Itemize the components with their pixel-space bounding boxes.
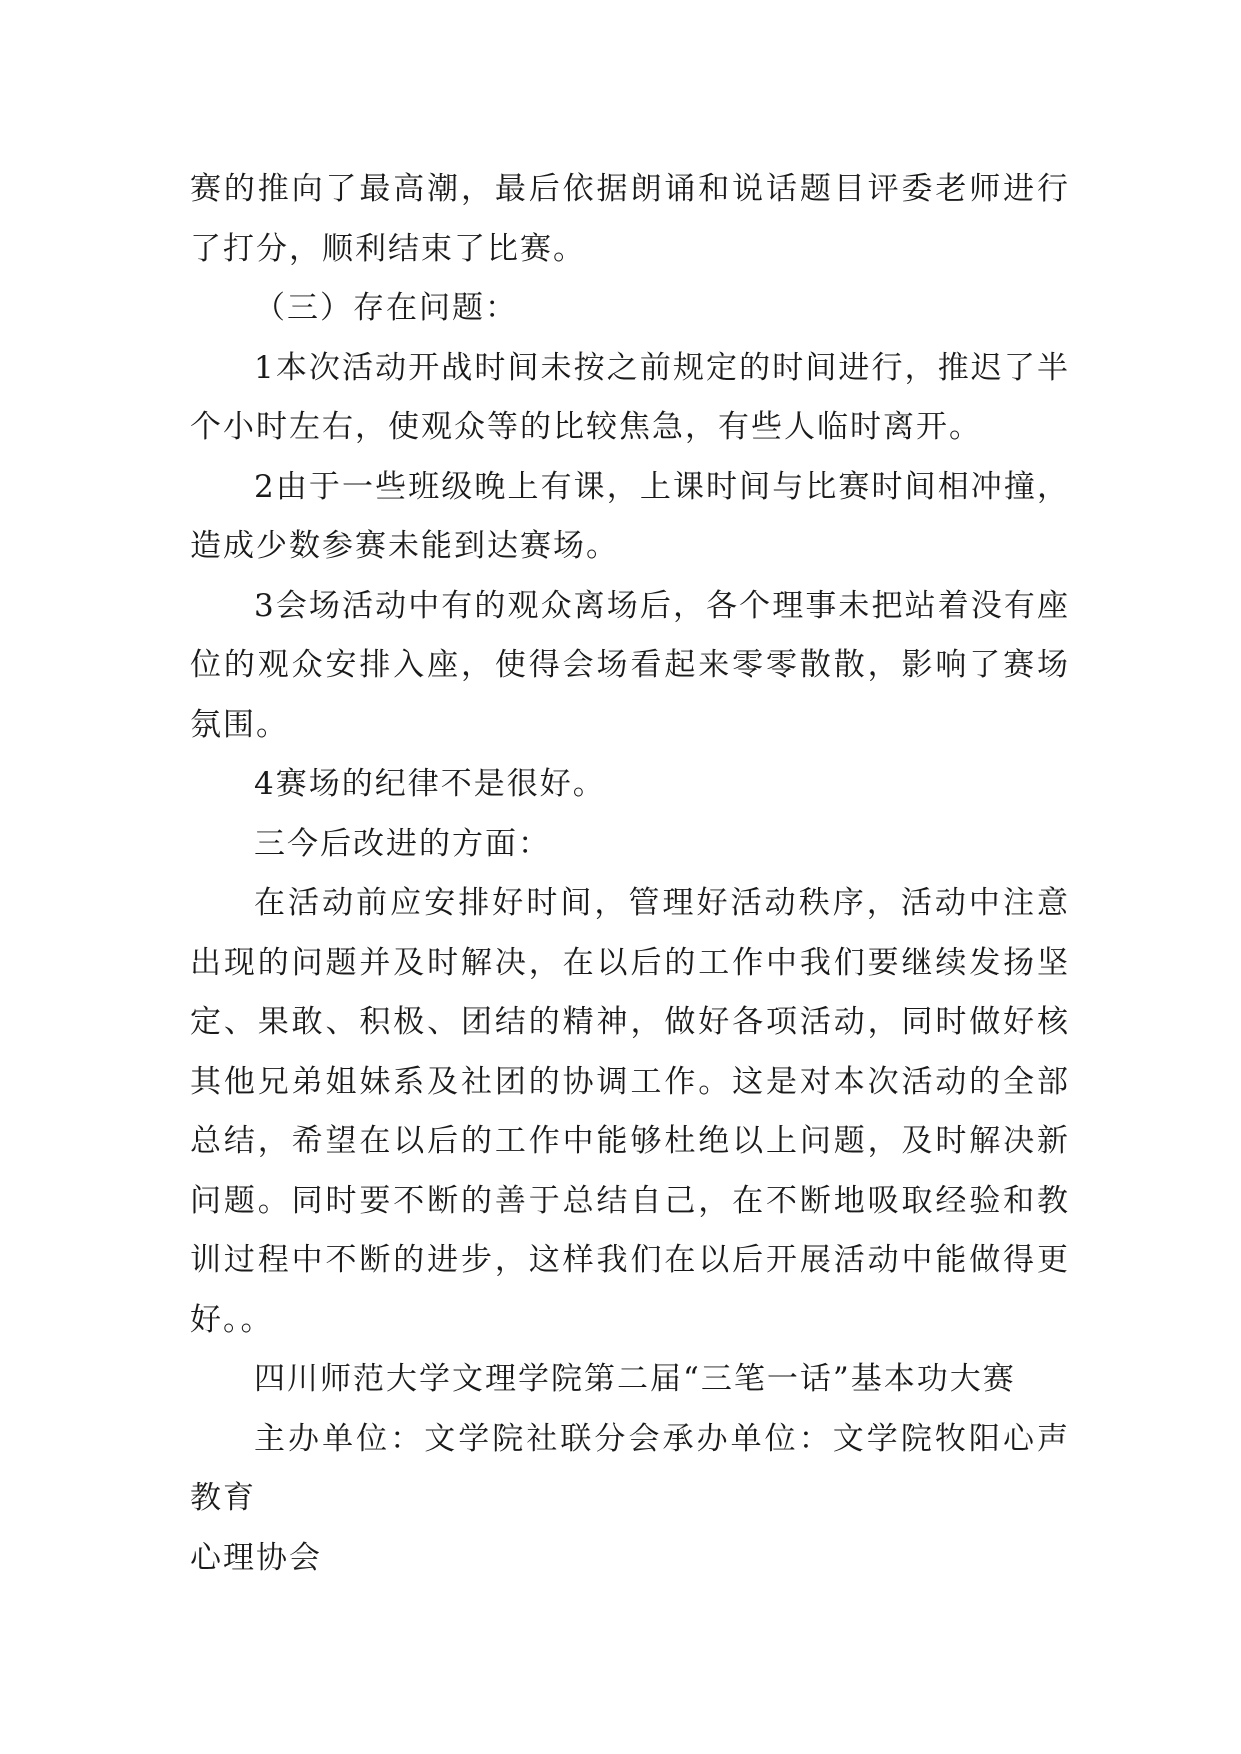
organizers-continuation: 心理协会 <box>190 1539 322 1576</box>
document-body <box>190 160 1070 1588</box>
problem-item-3: 3会场活动中有的观众离场后，各个理事未把站着没有座位的观众安排入座，使得会场看起来零零散散，影响了赛场氛围。 <box>190 587 1070 743</box>
paragraph-continuation: 赛的推向了最高潮，最后依据朗诵和说话题目评委老师进行了打分，顺利结束了比赛。 <box>190 171 1070 267</box>
problem-item-4: 4赛场的纪律不是很好。 <box>254 766 606 802</box>
event-title: 四川师范大学文理学院第二届“三笔一话”基本功大赛 <box>254 1361 1016 1397</box>
section-heading-improvements: 三今后改进的方面： <box>254 825 551 862</box>
section-heading-problems: （三）存在问题： <box>254 290 518 326</box>
problem-item-2: 2由于一些班级晚上有课，上课时间与比赛时间相冲撞，造成少数参赛未能到达赛场。 <box>190 468 1070 564</box>
problem-item-1: 1本次活动开战时间未按之前规定的时间进行，推迟了半个小时左右，使观众等的比较焦急，有些人临时离开。 <box>190 349 1070 445</box>
improvements-paragraph: 在活动前应安排好时间，管理好活动秩序，活动中注意出现的问题并及时解决，在以后的工作中我们要继续发扬坚定、果敢、积极、团结的精神，做好各项活动，同时做好核其他兄弟姐妹系及社团的协调工作。这是对本次活动的全部总结，希望在以后的工作中能够杜绝以上问题，及时解决新问题。同时要不断的善于总结自己，在不断地吸取经验和教训过程中不断的进步，这样我们在以后开展活动中能做得更好。。 <box>190 885 1070 1338</box>
organizers-line: 主办单位：文学院社联分会承办单位：文学院牧阳心声教育 <box>190 1420 1070 1516</box>
